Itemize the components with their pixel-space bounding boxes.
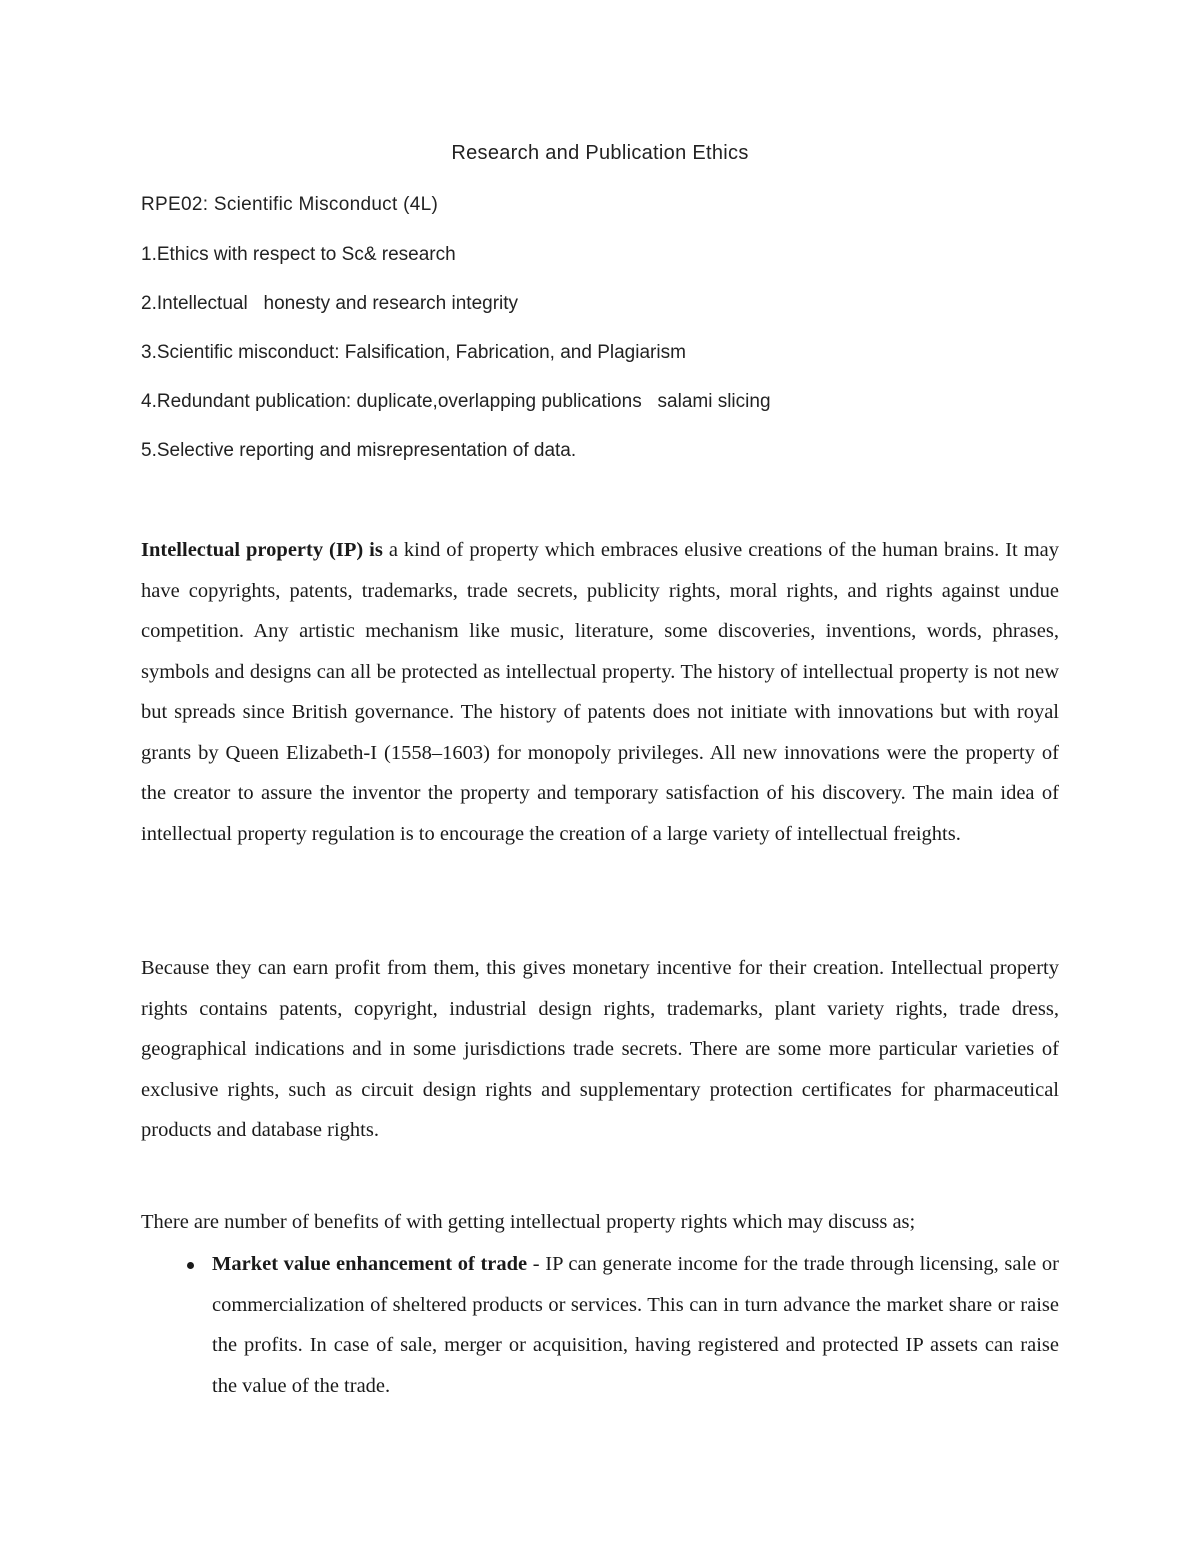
benefits-list (141, 1244, 1059, 1406)
profit-paragraph (141, 948, 1059, 1151)
topic-item-5: 5.Selective reporting and misrepresentation of data. (141, 440, 577, 461)
ip-definition-paragraph (141, 530, 1059, 854)
list-item (141, 1244, 1059, 1406)
topic-item-2: 2.Intellectual honesty and research integrity (141, 293, 519, 314)
topic-item-1: 1.Ethics with respect to Sc& research (141, 244, 456, 265)
ip-definition-text: a kind of property which embraces elusive creations of the human brains. It may have copyrights, patents, trademarks, trade secrets, publicity rights, moral rights, and rights against undue competition. Any artistic mechanism like music, literature, some discoveries, inventions, words, phrases, symbols and designs can all be protected as intellectual property. The history of intellectual property is not new but spreads since British governance. The history of patents does not initiate with innovations but with royal grants by Queen Elizabeth-I (1558–1603) for monopoly privileges. All new innovations were the property of the creator to assure the inventor the property and temporary satisfaction of his discovery. The main idea of intellectual property regulation is to encourage the creation of a large variety of intellectual freights. (141, 539, 1059, 845)
bullet-icon (187, 1262, 194, 1269)
document-title: Research and Publication Ethics (451, 142, 749, 164)
benefit-heading: Market value enhancement of trade (212, 1253, 528, 1275)
topic-item-4: 4.Redundant publication: duplicate,overlapping publications salami slicing (141, 391, 771, 412)
profit-paragraph-text: Because they can earn profit from them, this gives monetary incentive for their creation. Intellectual property rights contains patents, copyright, industrial design rights, trademarks, plant variety rights, trade dress, geographical indications and in some jurisdictions trade secrets. There are some more particular varieties of exclusive rights, such as circuit design rights and supplementary protection certificates for pharmaceutical products and database rights. (141, 957, 1059, 1141)
benefit-text: - IP can generate income for the trade through licensing, sale or commercialization of sheltered products or services. This can in turn advance the market share or raise the profits. In case of sale, merger or acquisition, having registered and protected IP assets can raise the value of the trade. (212, 1253, 1059, 1397)
benefits-intro-text: There are number of benefits of with getting intellectual property rights which may discuss as; (141, 1211, 916, 1233)
ip-definition-lead: Intellectual property (IP) is (141, 539, 383, 561)
benefits-intro (141, 1202, 1059, 1243)
document-subtitle: RPE02: Scientific Misconduct (4L) (141, 194, 439, 215)
topic-item-3: 3.Scientific misconduct: Falsification, Fabrication, and Plagiarism (141, 342, 686, 363)
